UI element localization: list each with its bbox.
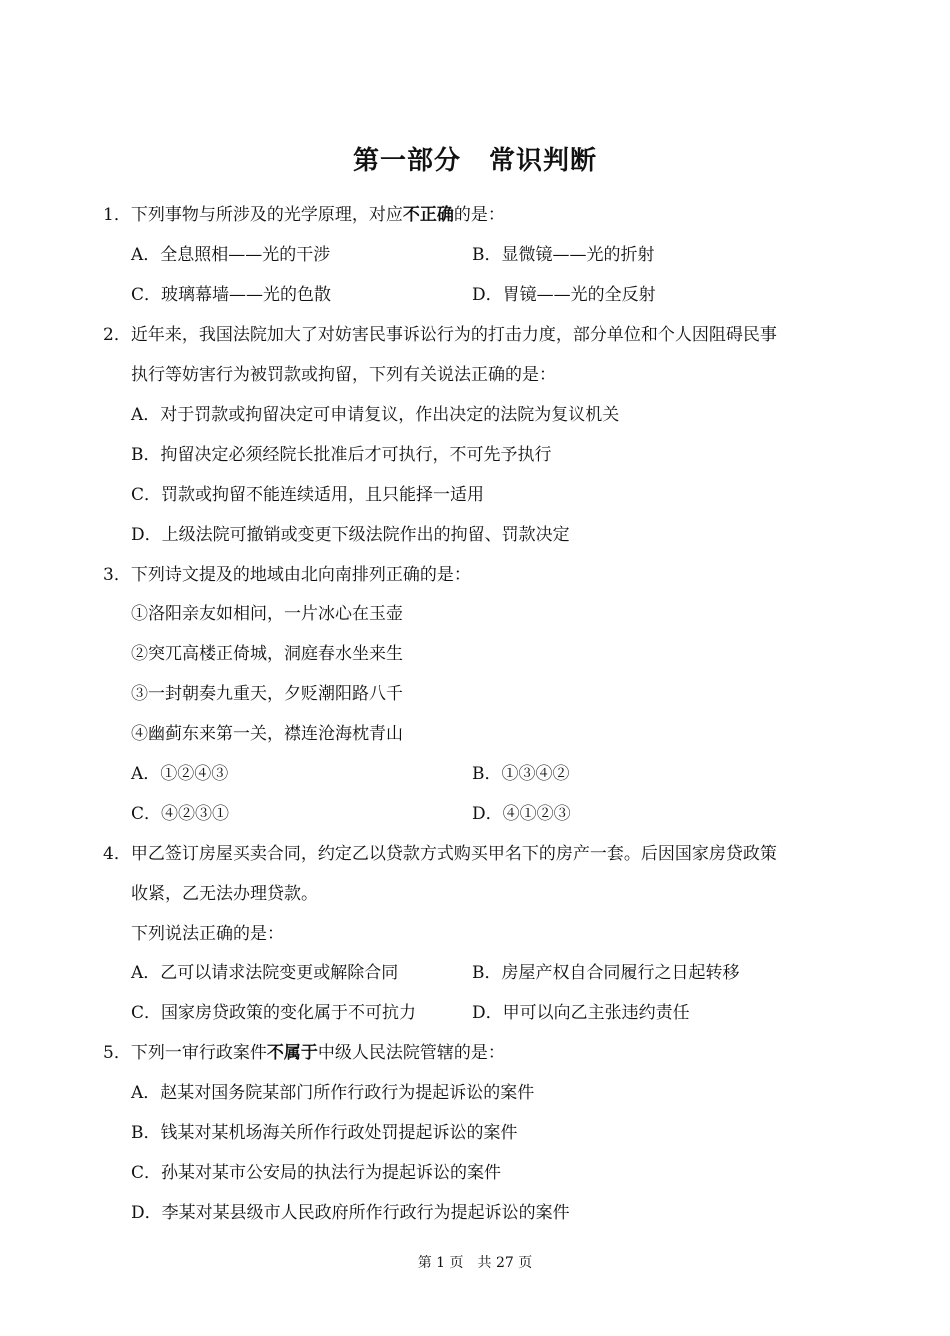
q4-option-c: C．国家房贷政策的变化属于不可抗力 [131, 1003, 417, 1023]
q1-option-c: C．玻璃幕墙——光的色散 [131, 285, 332, 305]
q1-option-a: A．全息照相——光的干涉 [131, 245, 331, 265]
q3-poem-4: ④幽蓟东来第一关，襟连沧海枕青山 [131, 724, 403, 744]
question-3-stem: 3．下列诗文提及的地域由北向南排列正确的是： [103, 565, 471, 585]
q5-stem-text: 5．下列一审行政案件 [103, 1043, 267, 1063]
question-4-stem-line1: 4．甲乙签订房屋买卖合同，约定乙以贷款方式购买甲名下的房产一套。后因国家房贷政策 [103, 844, 777, 864]
q3-poem-1: ①洛阳亲友如相问，一片冰心在玉壶 [131, 604, 403, 624]
q2-option-a: A．对于罚款或拘留决定可申请复议，作出决定的法院为复议机关 [131, 405, 620, 425]
q5-stem-emphasis: 不属于 [266, 1043, 318, 1063]
q1-option-d: D．胃镜——光的全反射 [472, 285, 656, 305]
section-title [0, 140, 950, 177]
question-4-stem-line3: 下列说法正确的是： [131, 924, 284, 944]
question-2-stem-line1: 2．近年来，我国法院加大了对妨害民事诉讼行为的打击力度，部分单位和个人因阻碍民事 [103, 325, 777, 345]
q4-option-d: D．甲可以向乙主张违约责任 [472, 1003, 690, 1023]
q5-option-d: D．李某对某县级市人民政府所作行政行为提起诉讼的案件 [131, 1203, 570, 1223]
question-4-stem-line2: 收紧，乙无法办理贷款。 [131, 884, 318, 904]
q1-stem-text: 1．下列事物与所涉及的光学原理，对应 [103, 205, 403, 225]
question-1-stem [103, 203, 505, 227]
q2-option-d: D．上级法院可撤销或变更下级法院作出的拘留、罚款决定 [131, 525, 570, 545]
q5-option-a: A．赵某对国务院某部门所作行政行为提起诉讼的案件 [131, 1083, 535, 1103]
q5-option-b: B．钱某对某机场海关所作行政处罚提起诉讼的案件 [131, 1123, 518, 1143]
section-title-part1: 第一部分 [352, 146, 461, 176]
q1-stem-emphasis: 不正确 [402, 205, 454, 225]
q2-option-b: B．拘留决定必须经院长批准后才可执行，不可先予执行 [131, 445, 552, 465]
question-2-stem-line2: 执行等妨害行为被罚款或拘留，下列有关说法正确的是： [131, 365, 556, 385]
q3-option-d: D．④①②③ [472, 804, 571, 824]
q3-poem-2: ②突兀高楼正倚城，洞庭春水坐来生 [131, 644, 403, 664]
page-footer: 第 1 页 共 27 页 [417, 1255, 533, 1271]
q5-stem-text-end: 中级人民法院管辖的是： [317, 1043, 505, 1063]
q5-option-c: C．孙某对某市公安局的执法行为提起诉讼的案件 [131, 1163, 502, 1183]
q4-option-b: B．房屋产权自合同履行之日起转移 [472, 963, 740, 983]
q3-option-b: B．①③④② [472, 764, 570, 784]
q2-option-c: C．罚款或拘留不能连续适用，且只能择一适用 [131, 485, 485, 505]
q1-stem-text-end: 的是： [453, 205, 505, 225]
q3-option-a: A．①②④③ [131, 764, 229, 784]
question-5-stem [103, 1041, 505, 1065]
q3-poem-3: ③一封朝奏九重天，夕贬潮阳路八千 [131, 684, 403, 704]
q1-option-b: B．显微镜——光的折射 [472, 245, 655, 265]
q4-option-a: A．乙可以请求法院变更或解除合同 [131, 963, 399, 983]
q3-option-c: C．④②③① [131, 804, 230, 824]
section-title-part2: 常识判断 [489, 146, 598, 176]
